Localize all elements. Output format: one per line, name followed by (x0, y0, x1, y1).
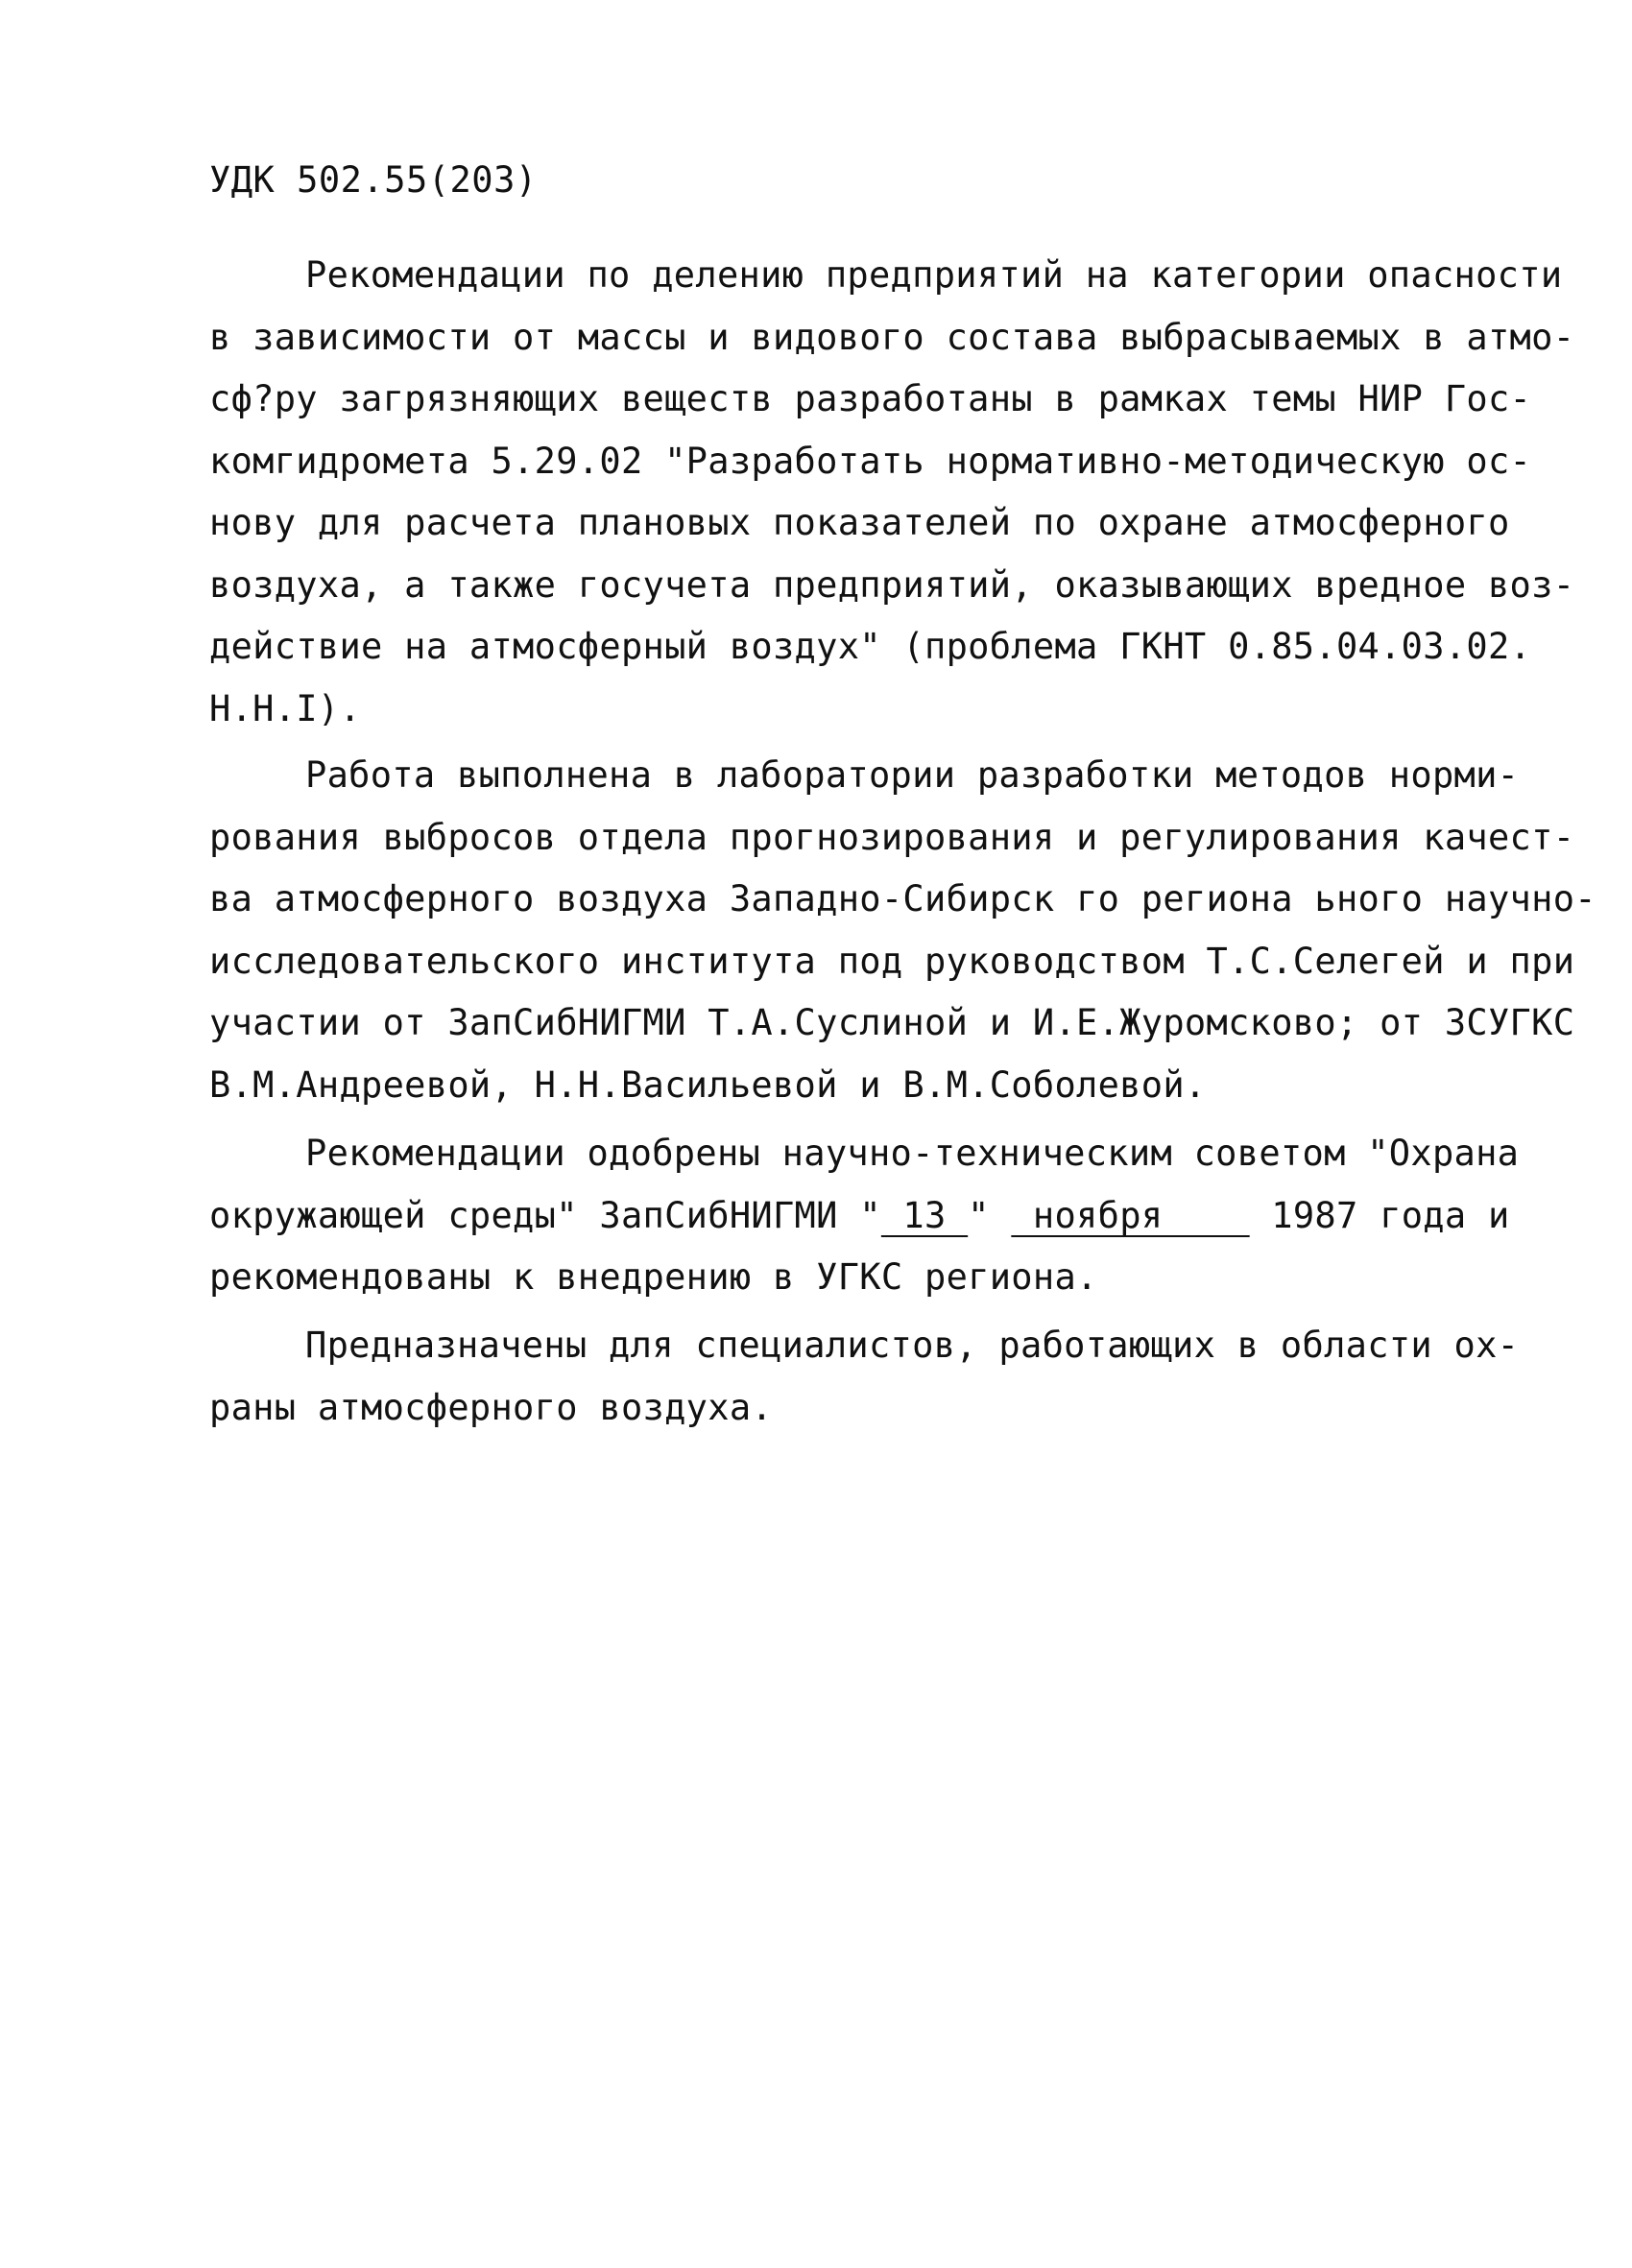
text-line: комгидромета 5.29.02 "Разработать нормативно-методическую ос- (209, 440, 1532, 482)
paragraph-development (209, 245, 1575, 740)
text-line: сф?ру загрязняющих веществ разработаны в рамках темы НИР Гос- (209, 378, 1532, 419)
text-line-date (209, 1185, 1510, 1248)
text-line: Предназначены для специалистов, работающих в области ох- (305, 1325, 1520, 1366)
date-quote: " (968, 1194, 990, 1236)
approval-month: ноября (1011, 1194, 1250, 1236)
paragraph-approval (209, 1123, 1520, 1309)
text-line: рекомендованы к внедрению в УГКС региона. (209, 1256, 1098, 1298)
date-prefix: окружающей среды" ЗапСибНИГМИ " (209, 1194, 881, 1236)
text-line: В.М.Андреевой, Н.Н.Васильевой и В.М.Соболевой. (209, 1063, 1207, 1106)
text-line: действие на атмосферный воздух" (проблема ГКНТ 0.85.04.03.02. (209, 626, 1532, 667)
text-line: Работа выполнена в лаборатории разработки методов норми- (305, 754, 1520, 796)
text-line: раны атмосферного воздуха. (209, 1386, 773, 1428)
text-line: рования выбросов отдела прогнозирования и регулирования качест- (209, 816, 1575, 858)
text-line: ва атмосферного воздуха Западно-Сибирск го региона ьного научно- (209, 878, 1596, 919)
text-line: воздуха, а также госучета предприятий, оказывающих вредное воз- (209, 563, 1575, 606)
text-line: участии от ЗапСибНИГМИ Т.А.Суслиной и И.Е.Журомсково; от ЗСУГКС (209, 1002, 1575, 1043)
text-line: нову для расчета плановых показателей по охране атмосферного (209, 502, 1510, 543)
text-line: Рекомендации одобрены научно-техническим советом "Охрана (305, 1133, 1520, 1174)
text-line: Рекомендации по делению предприятий на категории опасности (305, 254, 1563, 296)
text-line: Н.Н.I). (209, 687, 362, 729)
paragraph-authors (209, 745, 1596, 1116)
udk-code: УДК 502.55(203) (209, 159, 538, 201)
text-line: в зависимости от массы и видового состава выбрасываемых в атмо- (209, 316, 1575, 358)
text-line: исследовательского института под руководством Т.С.Селегей и при (209, 940, 1575, 982)
approval-day: 13 (880, 1194, 969, 1236)
paragraph-audience (209, 1315, 1520, 1439)
date-suffix: 1987 года и (1249, 1194, 1510, 1236)
